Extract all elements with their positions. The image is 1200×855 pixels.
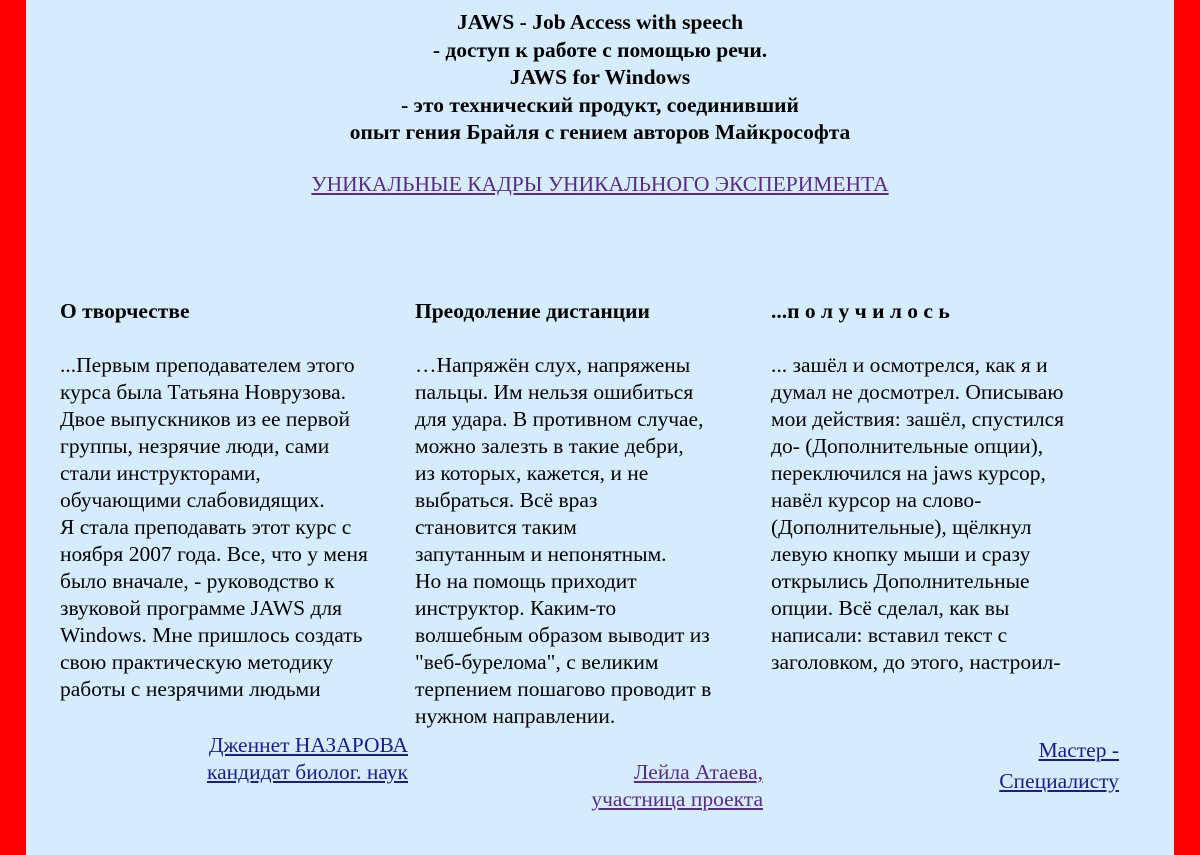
signature-master xyxy=(999,735,1119,797)
signature-nazarova xyxy=(207,732,408,786)
text-line: выбраться. Всё враз xyxy=(415,488,598,512)
text-line: Но на помощь приходит xyxy=(415,569,637,593)
text-line: навёл курсор на слово- xyxy=(771,488,982,512)
text-line: запутанным и непонятным. xyxy=(415,542,667,566)
text-line: обучающими слабовидящих. xyxy=(60,488,325,512)
page-header xyxy=(26,9,1174,147)
text-line: "веб-бурелома", с великим xyxy=(415,650,659,674)
text-line: до- (Дополнительные опции), xyxy=(771,434,1044,458)
column-distance xyxy=(415,298,775,730)
header-line: опыт гения Брайля с гением авторов Майкрософта xyxy=(349,120,851,144)
text-line: ноября 2007 года. Все, что у меня xyxy=(60,542,368,566)
text-line: думал не досмотрел. Описываю xyxy=(771,380,1064,404)
text-line: открылись Дополнительные xyxy=(771,569,1030,593)
text-line: пальцы. Им нельзя ошибиться xyxy=(415,380,694,404)
signature-line: участница проекта xyxy=(591,787,763,811)
signature-line: Лейла Атаева, xyxy=(633,760,763,784)
text-line: волшебным образом выводит из xyxy=(415,623,710,647)
column-title: Преодоление дистанции xyxy=(415,299,650,323)
column-title: ...п о л у ч и л о с ь xyxy=(771,299,950,323)
text-line: группы, незрячие люди, сами xyxy=(60,434,330,458)
text-line: ...Первым преподавателем этого xyxy=(60,353,355,377)
text-line: становится таким xyxy=(415,515,577,539)
text-line: написали: вставил текст с xyxy=(771,623,1008,647)
text-line: (Дополнительные), щёлкнул xyxy=(771,515,1032,539)
signature-line: Мастер - xyxy=(1038,738,1119,762)
signature-line: Специалисту xyxy=(999,769,1119,793)
header-line: JAWS - Job Access with speech xyxy=(456,10,744,34)
header-line: - это технический продукт, соединивший xyxy=(401,92,799,117)
signature-ataeva xyxy=(591,759,763,813)
text-line: …Напряжён слух, напряжены xyxy=(415,353,691,377)
text-line: стали инструкторами, xyxy=(60,461,261,485)
text-line: свою практическую методику xyxy=(60,650,334,674)
text-line: из которых, кажется, и не xyxy=(415,461,649,485)
text-line: было вначале, - руководство к xyxy=(60,569,335,593)
text-line: терпением пошагово проводит в xyxy=(415,677,712,701)
column-text xyxy=(60,352,420,703)
text-line: курса была Татьяна Новрузова. xyxy=(60,380,347,404)
master-to-specialist-link[interactable] xyxy=(999,738,1119,793)
column-creativity xyxy=(60,298,420,703)
column-title: О творчестве xyxy=(60,299,190,323)
header-line: - доступ к работе с помощью речи. xyxy=(432,37,768,62)
text-line: Двое выпускников из ее первой xyxy=(60,407,350,431)
signature-line: Дженнет НАЗАРОВА xyxy=(208,733,408,757)
text-line: ... зашёл и осмотрелся, как я и xyxy=(771,353,1048,377)
signature-line: кандидат биолог. наук xyxy=(207,760,408,784)
text-line: переключился на jaws курсор, xyxy=(771,461,1046,485)
text-line: левую кнопку мыши и сразу xyxy=(771,542,1031,566)
text-line: опции. Всё сделал, как вы xyxy=(771,596,1010,620)
text-line: Windows. Мне пришлось создать xyxy=(60,623,363,647)
unique-frames-link[interactable]: УНИКАЛЬНЫЕ КАДРЫ УНИКАЛЬНОГО ЭКСПЕРИМЕНТА xyxy=(311,172,889,196)
author-link-ataeva[interactable] xyxy=(591,760,763,811)
column-text xyxy=(771,352,1131,676)
text-line: звуковой программе JAWS для xyxy=(60,596,342,620)
author-link-nazarova[interactable] xyxy=(207,733,408,784)
column-text xyxy=(415,352,775,730)
text-line: можно залезть в такие дебри, xyxy=(415,434,684,458)
text-line: мои действия: зашёл, спустился xyxy=(771,407,1065,431)
page-content xyxy=(26,0,1174,855)
column-it-worked xyxy=(771,298,1131,676)
header-line: JAWS for Windows xyxy=(509,65,691,89)
text-line: для удара. В противном случае, xyxy=(415,407,704,431)
text-line: работы с незрячими людьми xyxy=(60,677,321,701)
text-line: инструктор. Каким-то xyxy=(415,596,617,620)
text-line: нужном направлении. xyxy=(415,704,616,728)
main-link-container xyxy=(26,171,1174,198)
text-line: заголовком, до этого, настроил- xyxy=(771,650,1061,674)
text-line: Я стала преподавать этот курс с xyxy=(60,515,352,539)
